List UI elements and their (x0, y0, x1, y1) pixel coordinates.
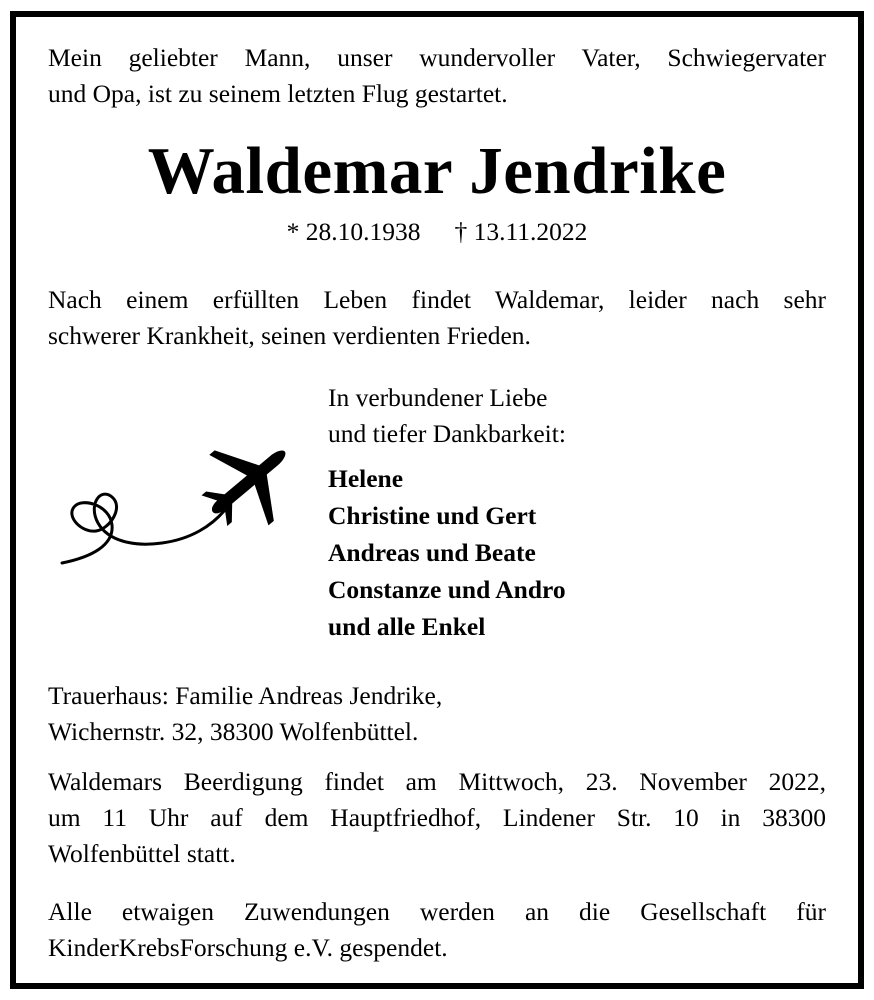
intro-line: Mein geliebter Mann, unser wundervoller Vater, Schwiegervater (48, 43, 826, 72)
mourning-line: und tiefer Dankbarkeit: (328, 419, 566, 448)
family-member: Helene (328, 464, 404, 493)
deceased-name: Waldemar Jendrike (147, 134, 727, 208)
intro-text (48, 40, 826, 112)
airplane-heart-illustration (52, 445, 302, 575)
death-date: † 13.11.2022 (454, 217, 588, 246)
mourning-line: In verbundener Liebe (328, 383, 548, 412)
peace-line: schwerer Krankheit, seinen verdienten Frieden. (48, 321, 531, 350)
birth-date: * 28.10.1938 (286, 217, 421, 246)
funeral-line: Waldemars Beerdigung findet am Mittwoch, 23. November 2022, (48, 767, 826, 796)
heart-trail-icon (62, 494, 224, 563)
address-line: Wichernstr. 32, 38300 Wolfenbüttel. (48, 717, 419, 746)
funeral-details (48, 764, 826, 872)
mourning-note (328, 380, 828, 452)
family-member: Andreas und Beate (328, 538, 536, 567)
peace-text (48, 282, 826, 354)
peace-line: Nach einem erfüllten Leben findet Waldemar, leider nach sehr (48, 285, 826, 314)
donation-line: Alle etwaigen Zuwendungen werden an die Gesellschaft für (48, 897, 826, 926)
family-names (328, 460, 828, 645)
donation-line: KinderKrebsForschung e.V. gespendet. (48, 933, 448, 962)
family-member: und alle Enkel (328, 612, 486, 641)
trauerhaus-address (48, 678, 826, 750)
address-line: Trauerhaus: Familie Andreas Jendrike, (48, 681, 443, 710)
family-member: Constanze und Andro (328, 575, 566, 604)
donation-note (48, 894, 826, 966)
life-dates (0, 214, 874, 250)
funeral-line: um 11 Uhr auf dem Hauptfriedhof, Lindener Str. 10 in 38300 (48, 803, 826, 832)
family-member: Christine und Gert (328, 501, 537, 530)
intro-line: und Opa, ist zu seinem letzten Flug gestartet. (48, 79, 508, 108)
funeral-line: Wolfenbüttel statt. (48, 839, 236, 868)
